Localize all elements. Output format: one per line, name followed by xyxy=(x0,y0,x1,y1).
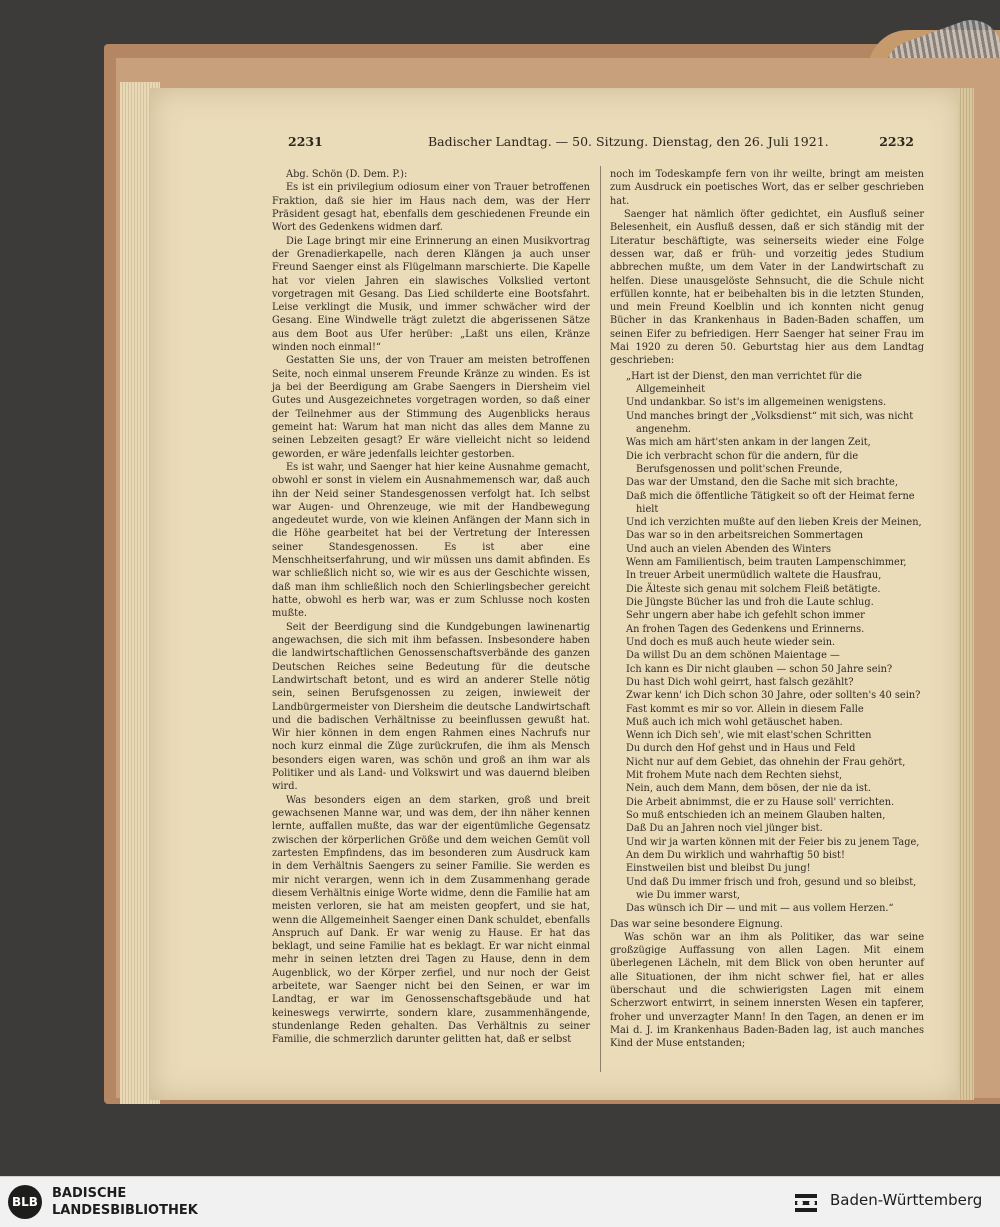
page-number-right: 2232 xyxy=(879,134,914,149)
paragraph: Es ist ein privilegium odiosum einer von Trauer betroffenen Fraktion, daß sie hier im Haus nach dem, was der Herr Präsident gesagt hat, ebenfalls dem geschiedenen Freunde ein Wort des Gedenkens widmen darf. xyxy=(272,182,590,234)
poem xyxy=(626,370,924,916)
running-title: Badischer Landtag. — 50. Sitzung. Dienstag, den 26. Juli 1921. xyxy=(428,134,829,149)
poem-line: Und undankbar. So ist's im allgemeinen wenigstens. xyxy=(626,397,887,409)
paragraph: Das war seine besondere Eignung. xyxy=(610,918,783,930)
poem-line: Und ich verzichten mußte auf den lieben Kreis der Meinen, xyxy=(626,517,922,529)
poem-line: Was mich am härt'sten ankam in der langen Zeit, xyxy=(626,437,871,449)
paragraph: Was schön war an ihm als Politiker, das war seine großzügige Auffassung von allen Lagen. Mit einem überlegenen Lächeln, mit dem Blick von oben herunter auf alle Situationen, der ihm nicht schwer fiel, hat er alles überschaut und die schwierigsten Lagen mit einem Scherzwort entwirrt, in seinem innersten Wesen ein tapferer, froher und unverzagter Mann! In den Tagen, an denen er im Mai d. J. im Krankenhaus Baden-Baden lag, ist auch manches Kind der Muse entstanden; xyxy=(610,931,924,1050)
poem-line: Mit frohem Mute nach dem Rechten siehst, xyxy=(626,770,843,782)
baden-wuerttemberg-name[interactable]: Baden-Württemberg xyxy=(830,1191,983,1209)
paragraph: Es ist wahr, und Saenger hat hier keine Ausnahme gemacht, obwohl er sonst in vielem ein Ausnahmemensch war, daß auch ihn der Neid seiner Standesgenossen verfolgt hat. Ich selbst war Augen- und Ohrenzeuge, wie mit der Handbewegung angedeutet wurde, von wie kleinen Anfängen der Mann sich in die Höhe gearbeitet hat bei der Vertretung der Interessen seiner Standesgenossen. Es ist aber eine Menschheitserfahrung, und wir müssen uns damit abfinden. Es war schließlich nicht so, wie wir es aus der Geschichte wissen, daß man ihm schließlich noch den Schierlingsbecher gereicht hatte, obwohl es herb war, was er zum Schlusse noch kosten mußte. xyxy=(272,461,590,620)
poem-line: Du durch den Hof gehst und in Haus und Feld xyxy=(626,743,856,755)
poem-line: „Hart ist der Dienst, den man verrichtet für die Allgemeinheit xyxy=(626,370,862,395)
paragraph: Saenger hat nämlich öfter gedichtet, ein Ausfluß seiner Belesenheit, ein Ausfluß dessen, daß er sich ständig mit der Literatur beschäftigte, was seinerseits wieder eine Folge dessen war, daß er früh- und vorzeitig jedes Studium abbrechen mußte, um dem Vater in der Landwirtschaft zu helfen. Diese unausgelöste Sehnsucht, die die Schule nicht erfüllen konnte, hat er beibehalten bis in die letzten Stunden, und mein Freund Koelblin und ich konnten nicht genug Bücher in das Krankenhaus in Baden-Baden schaffen, um seinen Eifer zu befriedigen. Herr Saenger hat seiner Frau im Mai 1920 zu deren 50. Geburtstag hier aus dem Landtag geschrieben: xyxy=(610,208,924,367)
speaker-label: Abg. Schön (D. Dem. P.): xyxy=(286,169,408,180)
poem-line: Die ich verbracht schon für die andern, für die Berufsgenossen und polit'schen Freunde, xyxy=(626,450,859,475)
footer-bar xyxy=(0,1176,1000,1227)
poem-line: Und auch an vielen Abenden des Winters xyxy=(626,543,832,555)
blb-logo[interactable]: BLB xyxy=(8,1185,42,1219)
poem-line: Und doch es muß auch heute wieder sein. xyxy=(626,636,836,648)
poem-line: Einstweilen bist und bleibst Du jung! xyxy=(626,863,811,875)
blb-name-line1: BADISCHE xyxy=(52,1186,127,1201)
poem-line: Nein, auch dem Mann, dem bösen, der nie da ist. xyxy=(626,783,871,795)
poem-line: An dem Du wirklich und wahrhaftig 50 bist! xyxy=(626,849,845,861)
poem-line: Wenn am Familientisch, beim trauten Lampenschimmer, xyxy=(626,557,907,569)
blb-name[interactable] xyxy=(52,1185,198,1219)
poem-line: So muß entschieden ich an meinem Glauben halten, xyxy=(626,810,886,821)
poem-line: Das war so in den arbeitsreichen Sommertagen xyxy=(626,530,864,542)
poem-line: Fast kommt es mir so vor. Allein in diesem Falle xyxy=(626,703,864,715)
poem-line: Das wünsch ich Dir — und mit — aus vollem Herzen.“ xyxy=(626,903,894,915)
poem-line: Die Arbeit abnimmst, die er zu Hause soll' verrichten. xyxy=(626,796,895,808)
poem-line: Das war der Umstand, den die Sache mit sich brachte, xyxy=(626,477,898,489)
poem-line: Die Älteste sich genau mit solchem Fleiß betätigte. xyxy=(626,583,881,595)
poem-line: Ich kann es Dir nicht glauben — schon 50 Jahre sein? xyxy=(626,663,893,675)
poem-line: Sehr ungern aber habe ich gefehlt schon immer xyxy=(626,610,865,622)
column-divider xyxy=(600,166,601,1072)
paragraph: Die Lage bringt mir eine Erinnerung an einen Musikvortrag der Grenadierkapelle, nach deren Klängen ja auch unser Freund Saenger einst als Flügelmann marschierte. Die Kapelle hat vor vielen Jahren ein slawisches Volkslied vertont vorgetragen mit Gesang. Das Lied schilderte eine Bootsfahrt. Leise verklingt die Musik, und immer schwächer wird der Gesang. Eine Windwelle trägt zuletzt die abgerissenen Sätze aus dem Boot aus Ufer herüber: „Laßt uns eilen, Kränze winden noch einmal!“ xyxy=(272,235,590,354)
left-column xyxy=(272,168,590,1047)
right-column xyxy=(610,168,924,1051)
page-header xyxy=(288,134,914,154)
poem-line: Die Jüngste Bücher las und froh die Laute schlug. xyxy=(626,597,874,608)
poem-line: Daß Du an Jahren noch viel jünger bist. xyxy=(626,823,823,835)
poem-line: Du hast Dich wohl geirrt, hast falsch gezählt? xyxy=(626,676,854,688)
poem-line: Und wir ja warten können mit der Feier bis zu jenem Tage, xyxy=(626,836,920,848)
page-number-left: 2231 xyxy=(288,134,323,149)
poem-line: Wenn ich Dich seh', wie mit elast'schen Schritten xyxy=(626,730,872,742)
paragraph: Gestatten Sie uns, der von Trauer am meisten betroffenen Seite, noch einmal unserem Freunde Kränze zu winden. Es ist ja bei der Beerdigung am Grabe Saengers in Diersheim viel Gutes und Ausgezeichnetes vorgetragen worden, so daß einer der Teilnehmer aus der Stimmung des Augenblicks heraus gemeint hat: Warum hat man nicht das alles dem Manne zu seinen Lebzeiten gesagt? Er wäre vielleicht nicht so leidend geworden, er wäre jedenfalls leichter gestorben. xyxy=(272,355,590,460)
poem-line: Nicht nur auf dem Gebiet, das ohnehin der Frau gehört, xyxy=(626,756,906,768)
paragraph: Was besonders eigen an dem starken, groß und breit gewachsenen Manne war, und was dem, der ihn näher kennen lernte, auffallen mußte, das war der eigentümliche Gegensatz zwischen der körperlichen Größe und dem weichen Gemüt voll zartesten Empfindens, das im besonderen zum Ausdruck kam in dem Verhältnis Saengers zu seiner Familie. Sie werden es mir nicht verargen, wenn ich in dem Zusammenhang gerade diesem Verhältnis einige Worte widme, denn die Familie hat am meisten verloren, sie hat am meisten geopfert, und sie hat, wenn die Allgemeinheit Saenger einen Dank schuldet, ebenfalls Anspruch auf Dank. Er war wenig zu Hause. Er hat das beklagt, und seine Familie hat es beklagt. Er war nicht einmal mehr in seinen letzten drei Tagen zu Hause, denn in dem Augenblick, wo der Körper zerfiel, und nur noch der Geist arbeitete, war Saenger nicht bei den Seinen, er war im Landtag, er war im Genossenschaftsgebäude und hat keineswegs verwirrte, sondern klare, zusammenhängende, stundenlange Reden gehalten. Das Verhältnis zu seiner Familie, die schmerzlich darunter gelitten hat, daß er selbst xyxy=(272,794,590,1046)
poem-line: Und manches bringt der „Volksdienst“ mit sich, was nicht angenehm. xyxy=(626,410,914,435)
poem-line: Muß auch ich mich wohl getäuschet haben. xyxy=(626,716,843,728)
poem-line: In treuer Arbeit unermüdlich waltete die Hausfrau, xyxy=(626,570,882,582)
poem-line: Daß mich die öffentliche Tätigkeit so oft der Heimat ferne hielt xyxy=(626,490,915,515)
paragraph: Seit der Beerdigung sind die Kundgebungen lawinenartig angewachsen, die sich mit ihm befassen. Insbesondere haben die landwirtschaftlichen Genossenschaftsverbände des ganzen Deutschen Reiches seine Bedeutung für die deutsche Landwirtschaft betont, und es wird an anderer Stelle nötig sein, seinen Berufsgenossen zu zeigen, inwieweit der Landbürgermeister von Diersheim die deutsche Landwirtschaft und die badischen Verhältnisse zu beeinflussen gewußt hat. Wir hier können in dem engen Rahmen eines Nachrufs nur noch kurz einmal die Züge zurückrufen, die ihm als Mensch besonders eigen waren, was schön und groß an ihm war als Politiker und als Land- und Volkswirt und was dauernd bleiben wird. xyxy=(272,621,590,793)
poem-line: Und daß Du immer frisch und froh, gesund und so bleibst, wie Du immer warst, xyxy=(626,876,917,901)
poem-line: Da willst Du an dem schönen Maientage — xyxy=(626,650,840,662)
blb-name-line2: LANDESBIBLIOTHEK xyxy=(52,1203,198,1218)
poem-line: An frohen Tagen des Gedenkens und Erinnerns. xyxy=(626,623,865,635)
coat-of-arms-icon xyxy=(792,1189,820,1217)
page-stack-right xyxy=(958,88,974,1100)
paragraph: noch im Todeskampfe fern von ihr weilte, bringt am meisten zum Ausdruck ein poetisches Wort, das er selber geschrieben hat. xyxy=(610,169,924,207)
poem-line: Zwar kenn' ich Dich schon 30 Jahre, oder sollten's 40 sein? xyxy=(626,690,921,702)
